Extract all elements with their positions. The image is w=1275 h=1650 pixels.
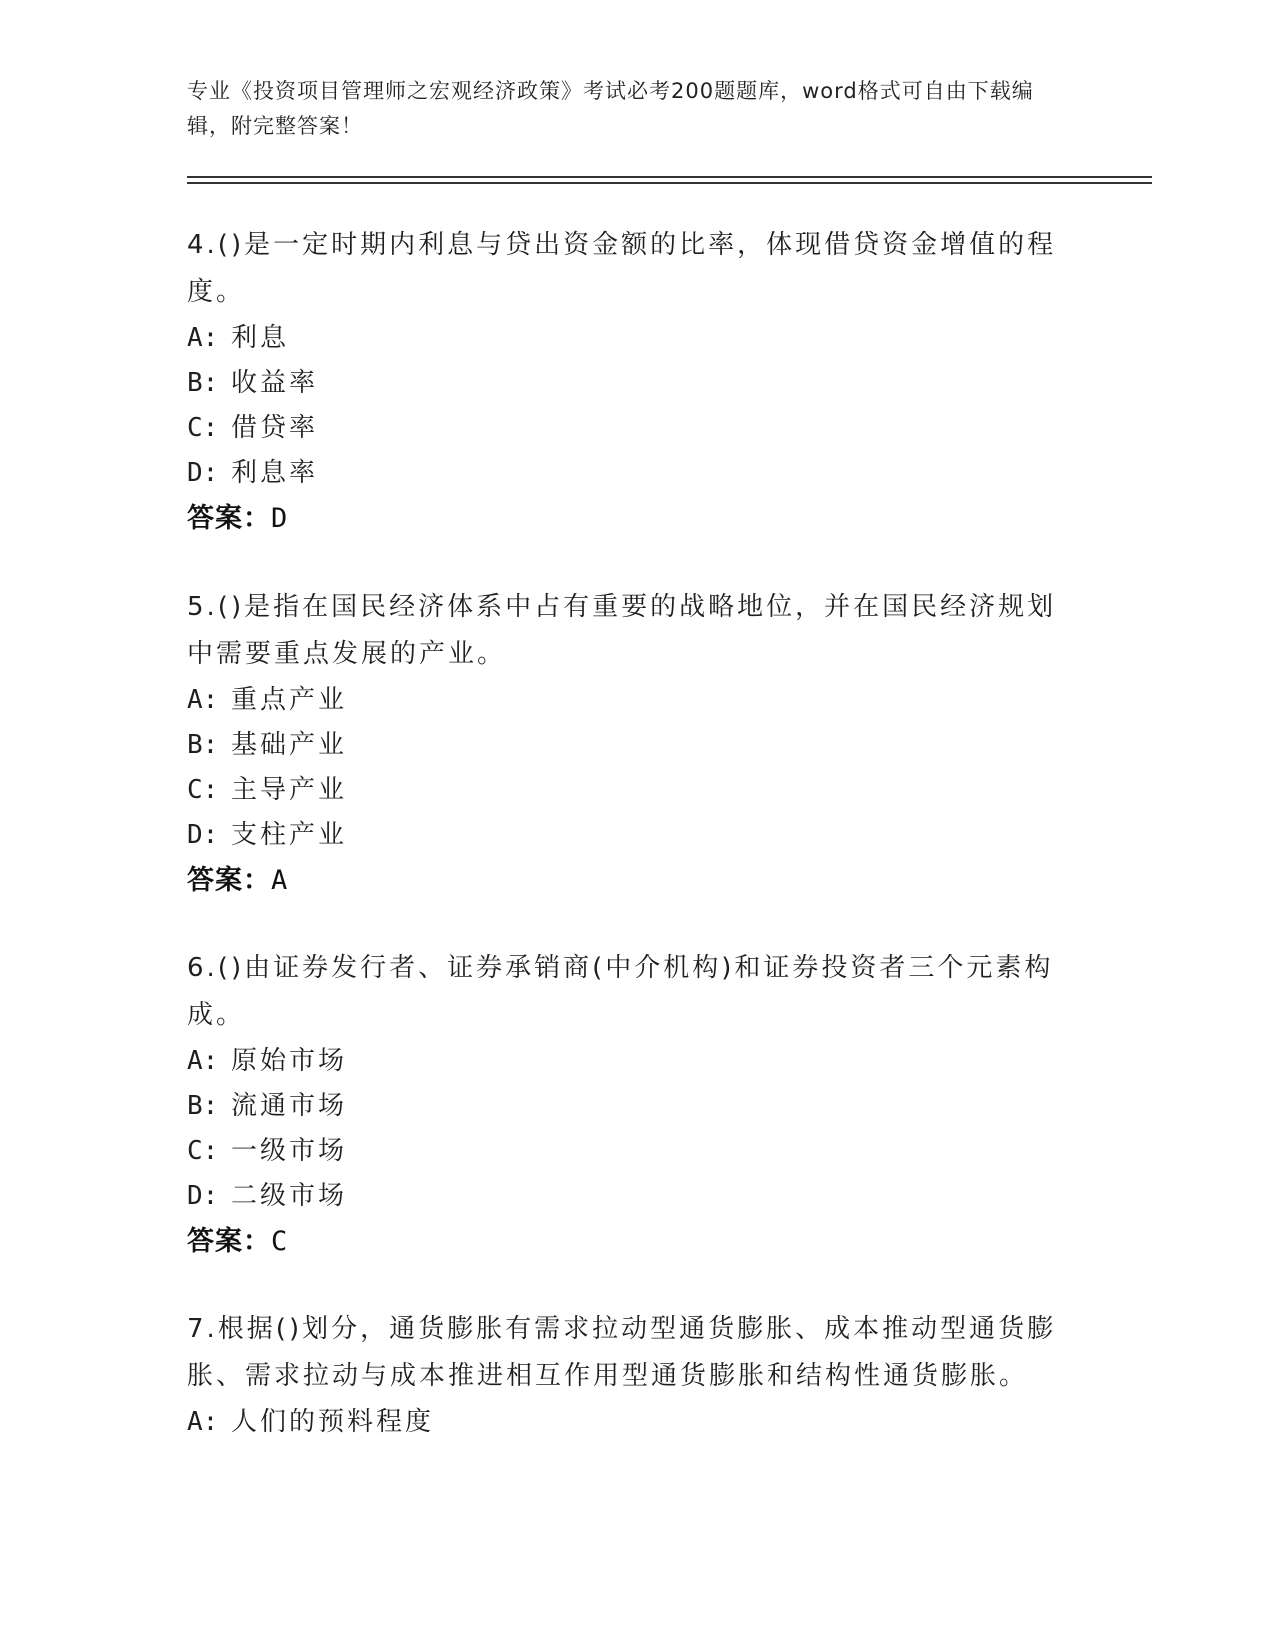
option-text: 收益率 [231,368,319,398]
option-text: 重点产业 [231,685,348,715]
option-a [187,316,1067,361]
question-7 [187,1306,1067,1445]
answer-label: 答案： [187,1226,271,1257]
question-stem: 4.()是一定时期内利息与贷出资金额的比率，体现借贷资金增值的程度。 [187,230,1057,307]
header-intro-text: 专业《投资项目管理师之宏观经济政策》考试必考200题题库，word格式可自由下载编辑，附完整答案！ [187,79,1034,138]
option-key: B: [187,368,219,398]
option-text: 借贷率 [231,413,319,443]
answer-line [187,496,1067,542]
option-text: 支柱产业 [231,820,348,850]
answer-value: A [271,865,289,896]
option-key: C: [187,775,219,805]
option-a [187,1400,1067,1445]
option-b [187,1084,1067,1129]
option-c [187,1129,1067,1174]
option-text: 主导产业 [231,775,348,805]
option-key: A: [187,685,219,715]
option-key: D: [187,820,219,850]
option-b [187,361,1067,406]
option-c [187,768,1067,813]
option-text: 基础产业 [231,730,348,760]
option-key: A: [187,323,219,353]
header-divider-top [187,176,1152,178]
answer-value: D [271,503,289,534]
option-b [187,723,1067,768]
option-key: D: [187,1181,219,1211]
option-text: 二级市场 [231,1181,348,1211]
question-stem: 7.根据()划分，通货膨胀有需求拉动型通货膨胀、成本推动型通货膨胀、需求拉动与成本推进相互作用型通货膨胀和结构性通货膨胀。 [187,1314,1057,1391]
option-text: 一级市场 [231,1136,348,1166]
option-key: C: [187,413,219,443]
option-key: B: [187,1091,219,1121]
answer-label: 答案： [187,503,271,534]
header-divider-bottom [187,182,1152,184]
option-text: 流通市场 [231,1091,348,1121]
question-4 [187,222,1067,542]
option-key: C: [187,1136,219,1166]
option-a [187,678,1067,723]
question-6 [187,945,1067,1265]
answer-value: C [271,1226,289,1257]
option-d [187,451,1067,496]
question-stem: 6.()由证券发行者、证券承销商(中介机构)和证券投资者三个元素构成。 [187,953,1054,1030]
option-d [187,813,1067,858]
option-key: B: [187,730,219,760]
option-key: A: [187,1407,219,1437]
option-c [187,406,1067,451]
option-text: 人们的预料程度 [231,1407,435,1437]
answer-line [187,858,1067,904]
option-text: 原始市场 [231,1046,348,1076]
option-key: D: [187,458,219,488]
answer-line [187,1219,1067,1265]
option-d [187,1174,1067,1219]
answer-label: 答案： [187,865,271,896]
question-5 [187,584,1067,904]
option-text: 利息率 [231,458,319,488]
option-a [187,1039,1067,1084]
option-text: 利息 [231,323,290,353]
document-header [187,74,1067,144]
question-stem: 5.()是指在国民经济体系中占有重要的战略地位，并在国民经济规划中需要重点发展的产业。 [187,592,1057,669]
option-key: A: [187,1046,219,1076]
